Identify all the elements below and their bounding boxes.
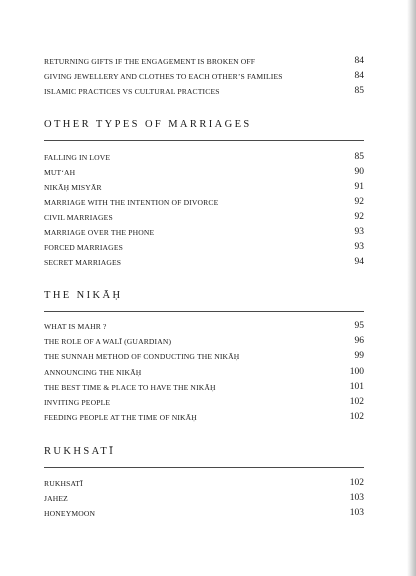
toc-entry-label: THE SUNNAH METHOD OF CONDUCTING THE NIKĀḤ: [44, 351, 240, 361]
toc-entry[interactable]: [44, 410, 364, 424]
section-title: RUKHSATĪ: [44, 446, 116, 457]
toc-entry[interactable]: [44, 491, 364, 505]
toc-entry-page: 91: [354, 182, 364, 192]
toc-entry[interactable]: [44, 54, 364, 68]
toc-entry[interactable]: [44, 69, 364, 83]
toc-entry-label: WHAT IS MAHR ?: [44, 321, 107, 331]
toc-entry-label: NIKĀḤ MISYĀR: [44, 182, 102, 192]
toc-entry-label: GIVING JEWELLERY AND CLOTHES TO EACH OTHER’S FAMILIES: [44, 71, 283, 81]
toc-entry-page: 103: [349, 508, 364, 518]
section-title: OTHER TYPES OF MARRIAGES: [44, 119, 252, 130]
toc-entry-page: 96: [354, 336, 364, 346]
toc-entry-page: 102: [349, 478, 364, 488]
toc-entry[interactable]: [44, 334, 364, 348]
toc-entry-label: CIVIL MARRIAGES: [44, 212, 113, 222]
section-title: THE NIKĀḤ: [44, 290, 123, 301]
toc-entry-page: 93: [354, 227, 364, 237]
toc-entry[interactable]: [44, 255, 364, 269]
toc-entry[interactable]: [44, 319, 364, 333]
toc-entry-label: FORCED MARRIAGES: [44, 242, 123, 252]
toc-entry[interactable]: [44, 195, 364, 209]
toc-entry[interactable]: [44, 380, 364, 394]
toc-entry-page: 94: [354, 257, 364, 267]
toc-entry-label: INVITING PEOPLE: [44, 397, 111, 407]
toc-entry-label: ANNOUNCING THE NIKĀḤ: [44, 367, 142, 377]
toc-entry-label: JAHEZ: [44, 493, 68, 503]
toc-entry-label: RETURNING GIFTS IF THE ENGAGEMENT IS BROKEN OFF: [44, 56, 256, 66]
toc-entry-page: 93: [354, 242, 364, 252]
toc-entry-label: THE ROLE OF A WALĪ (GUARDIAN): [44, 336, 172, 346]
section-rule: [44, 467, 364, 468]
toc-entry[interactable]: [44, 84, 364, 98]
toc-entry-label: THE BEST TIME & PLACE TO HAVE THE NIKĀḤ: [44, 382, 216, 392]
toc-entry-label: MARRIAGE WITH THE INTENTION OF DIVORCE: [44, 197, 219, 207]
toc-entry-page: 90: [354, 167, 364, 177]
toc-entry-page: 84: [354, 71, 364, 81]
toc-entry-label: MARRIAGE OVER THE PHONE: [44, 227, 155, 237]
toc-entry[interactable]: [44, 395, 364, 409]
toc-entry-page: 85: [354, 152, 364, 162]
page-edge-shadow: [407, 0, 416, 576]
toc-entry[interactable]: [44, 349, 364, 363]
toc-entry-page: 101: [349, 382, 364, 392]
toc-entry-page: 99: [354, 351, 364, 361]
toc-entry-page: 92: [354, 212, 364, 222]
toc-entry-label: FALLING IN LOVE: [44, 152, 111, 162]
toc-entry-page: 95: [354, 321, 364, 331]
toc-entry[interactable]: [44, 165, 364, 179]
toc-entry-label: SECRET MARRIAGES: [44, 257, 122, 267]
toc-entry[interactable]: [44, 225, 364, 239]
toc-entry-page: 100: [349, 367, 364, 377]
section-rule: [44, 311, 364, 312]
toc-entry-label: HONEYMOON: [44, 508, 96, 518]
toc-entry-page: 84: [354, 56, 364, 66]
toc-entry-label: MUT‘AH: [44, 167, 76, 177]
toc-entry[interactable]: [44, 240, 364, 254]
toc-entry[interactable]: [44, 210, 364, 224]
toc-entry[interactable]: [44, 476, 364, 490]
toc-entry[interactable]: [44, 365, 364, 379]
toc-entry[interactable]: [44, 150, 364, 164]
toc-entry-page: 92: [354, 197, 364, 207]
toc-entry-label: ISLAMIC PRACTICES VS CULTURAL PRACTICES: [44, 86, 220, 96]
toc-entry[interactable]: [44, 180, 364, 194]
section-rule: [44, 140, 364, 141]
toc-entry-label: RUKHSATĪ: [44, 478, 83, 488]
toc-entry-page: 102: [349, 397, 364, 407]
toc-entry-page: 103: [349, 493, 364, 503]
toc-entry[interactable]: [44, 506, 364, 520]
toc-entry-page: 102: [349, 412, 364, 422]
toc-entry-page: 85: [354, 86, 364, 96]
toc-entry-label: FEEDING PEOPLE AT THE TIME OF NIKĀḤ: [44, 412, 197, 422]
